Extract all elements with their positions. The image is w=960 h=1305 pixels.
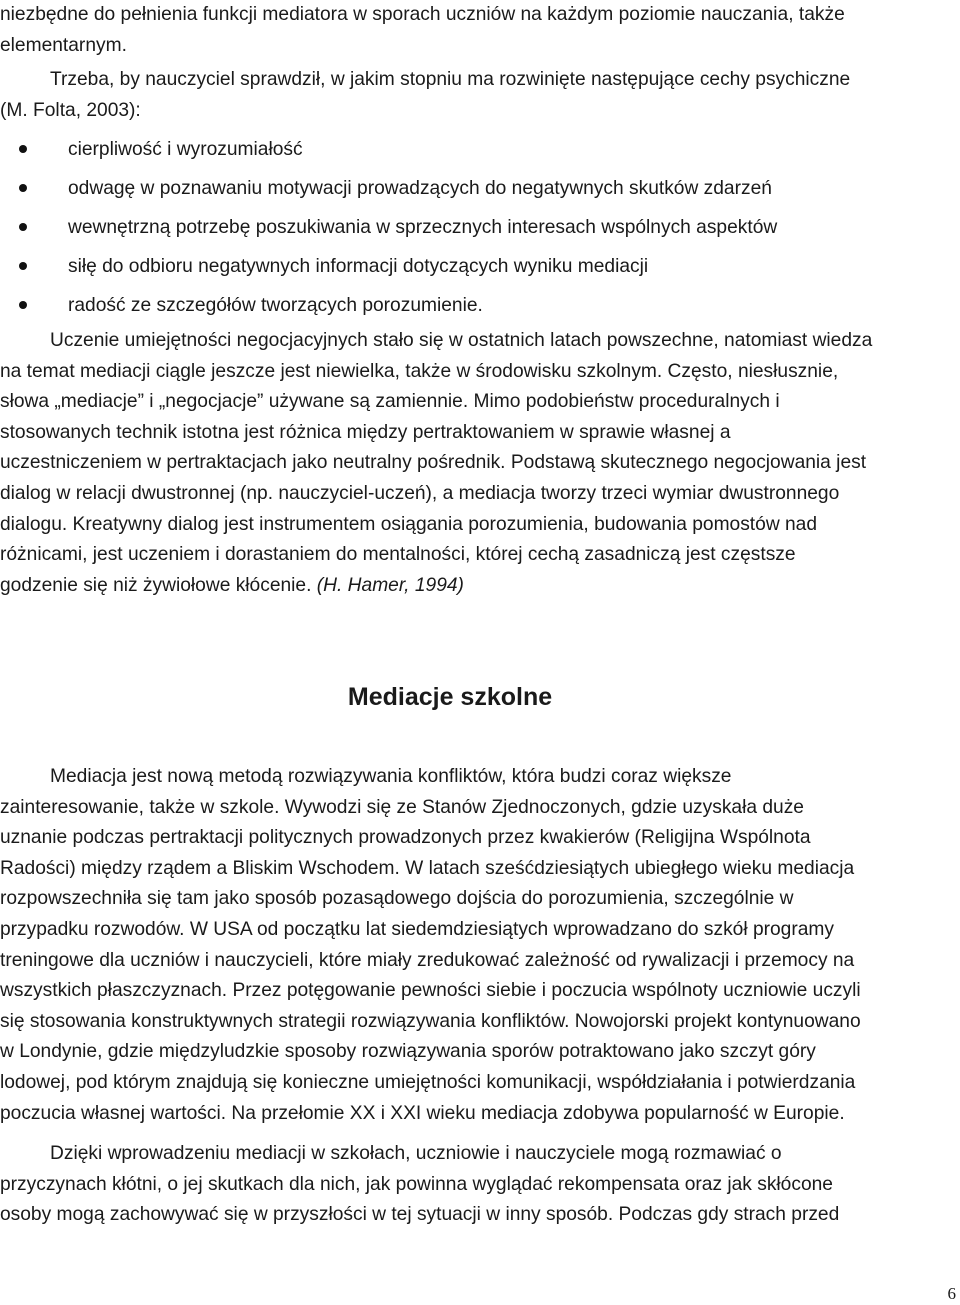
- text-line: przypadku rozwodów. W USA od początku lat siedemdziesiątych wprowadzano do szkół programy: [0, 918, 834, 940]
- paragraph-negotiation: [0, 326, 960, 601]
- list-item-text: siłę do odbioru negatywnych informacji dotyczących wyniku mediacji: [68, 256, 649, 277]
- text-line: w Londynie, gdzie międzyludzkie sposoby rozwiązywania sporów potraktowano jako szczyt góry: [0, 1041, 816, 1063]
- text-line: przyczynach kłótni, o jej skutkach dla nich, jak powinna wyglądać rekompensata oraz jak skłócone: [0, 1173, 833, 1195]
- text-line: Radości) między rządem a Bliskim Wschodem. W latach sześćdziesiątych ubiegłego wieku mediacja: [0, 857, 855, 879]
- text-line: Trzeba, by nauczyciel sprawdził, w jakim stopniu ma rozwinięte następujące cechy psychiczne: [50, 69, 851, 91]
- text-line-content: godzenie się niż żywiołowe kłócenie.: [0, 574, 317, 596]
- text-line: dialog w relacji dwustronnej (np. nauczyciel-uczeń), a mediacja tworzy trzeci wymiar dwustronnego: [0, 482, 840, 504]
- trait-list: [0, 130, 960, 325]
- bullet-icon: [19, 262, 27, 270]
- text-line: stosowanych technik istotna jest różnica między pertraktowaniem w sprawie własnej a: [0, 421, 731, 443]
- text-line: niezbędne do pełnienia funkcji mediatora w sporach uczniów na każdym poziomie nauczania, także: [0, 4, 845, 25]
- citation: (H. Hamer, 1994): [316, 574, 464, 596]
- bullet-icon: [19, 223, 27, 231]
- text-line: Uczenie umiejętności negocjacyjnych stało się w ostatnich latach powszechne, natomiast wiedza: [50, 330, 873, 351]
- text-line: Dzięki wprowadzeniu mediacji w szkołach, uczniowie i nauczyciele mogą rozmawiać o: [50, 1143, 782, 1164]
- list-item-text: radość ze szczegółów tworzących porozumienie.: [68, 295, 483, 316]
- list-item-text: cierpliwość i wyrozumiałość: [68, 139, 303, 160]
- bullet-icon: [19, 301, 27, 309]
- list-item: [0, 286, 960, 325]
- text-line: rozpowszechniła się tam jako sposób pozasądowego dojścia do porozumienia, szczególnie w: [0, 888, 794, 910]
- text-line: zainteresowanie, także w szkole. Wywodzi się ze Stanów Zjednoczonych, gdzie uzyskała duże: [0, 796, 804, 818]
- bullet-icon: [19, 145, 27, 153]
- bullet-icon: [19, 184, 27, 192]
- text-line: osoby mogą zachowywać się w przyszłości w tej sytuacji w inny sposób. Podczas gdy strach przed: [0, 1204, 840, 1226]
- text-line: lodowej, pod którym znajdują się konieczne umiejętności komunikacji, współdziałania i potwierdzania: [0, 1071, 856, 1093]
- text-line: się stosowania konstruktywnych strategii rozwiązywania konfliktów. Nowojorski projekt kontynuowano: [0, 1010, 861, 1032]
- text-line: na temat mediacji ciągle jeszcze jest niewielka, także w środowisku szkolnym. Często, niesłusznie,: [0, 360, 839, 382]
- intro-block: [0, 0, 960, 126]
- text-line: treningowe dla uczniów i nauczycieli, które miały zredukować zależność od rywalizacji i przemocy na: [0, 949, 855, 971]
- text-line: elementarnym.: [0, 34, 127, 56]
- text-line: poczucia własnej wartości. Na przełomie XX i XXI wieku mediacja zdobywa popularność w Europie.: [0, 1102, 845, 1124]
- list-item: [0, 130, 960, 169]
- list-item-text: odwagę w poznawaniu motywacji prowadzących do negatywnych skutków zdarzeń: [68, 178, 772, 199]
- list-item: [0, 247, 960, 286]
- list-item-text: wewnętrzną potrzebę poszukiwania w sprzecznych interesach wspólnych aspektów: [68, 217, 778, 238]
- list-item: [0, 169, 960, 208]
- paragraph-school-mediation: [0, 1139, 960, 1231]
- text-line: różnicami, jest uczeniem i dorastaniem do mentalności, której cechą zasadniczą jest częstsze: [0, 544, 796, 566]
- text-line: uznanie podczas pertraktacji politycznych prowadzonych przez kwakierów (Religijna Wspólnota: [0, 827, 811, 849]
- text-line: uczestniczeniem w pertraktacjach jako neutralny pośrednik. Podstawą skutecznego negocjowania jest: [0, 452, 867, 474]
- page-number: 6: [947, 1284, 956, 1303]
- text-line: słowa „mediacje” i „negocjacje” używane są zamiennie. Mimo podobieństw proceduralnych i: [0, 391, 780, 413]
- section-heading: Mediacje szkolne: [347, 683, 553, 711]
- list-item: [0, 208, 960, 247]
- text-line: (M. Folta, 2003):: [0, 99, 141, 121]
- paragraph-mediation-history: [0, 762, 960, 1129]
- text-line: Mediacja jest nową metodą rozwiązywania konfliktów, która budzi coraz większe: [50, 766, 732, 787]
- text-line: wszystkich płaszczyznach. Przez potęgowanie pewności siebie i poczucia wspólnoty uczniowie uczyli: [0, 980, 861, 1002]
- text-line: [0, 571, 960, 602]
- text-line: dialogu. Kreatywny dialog jest instrumentem osiągania porozumienia, budowania pomostów nad: [0, 513, 818, 535]
